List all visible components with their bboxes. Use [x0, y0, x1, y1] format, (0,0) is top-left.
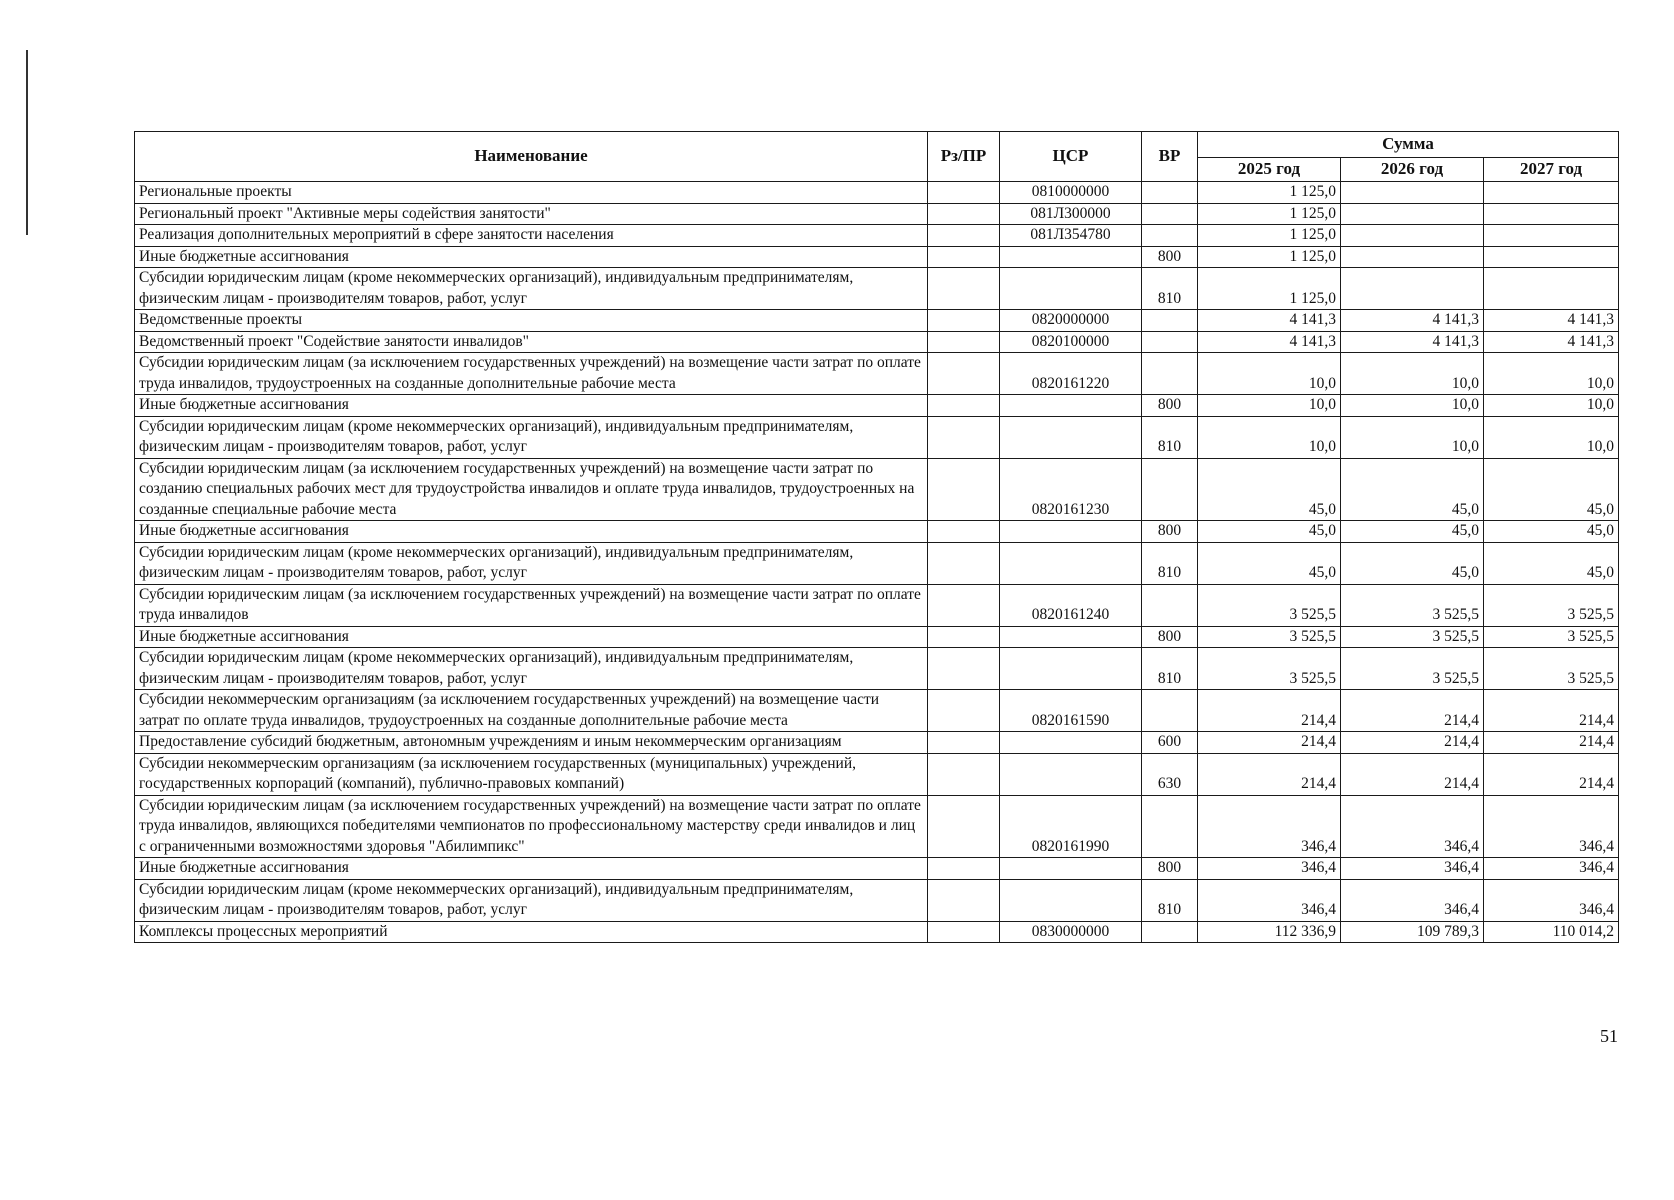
cell-2027 — [1484, 182, 1619, 204]
cell-2026 — [1341, 182, 1484, 204]
cell-2026: 214,4 — [1341, 732, 1484, 754]
cell-2027: 45,0 — [1484, 542, 1619, 584]
cell-vr: 600 — [1142, 732, 1198, 754]
header-sum: Сумма — [1198, 132, 1619, 158]
cell-2025: 45,0 — [1198, 521, 1341, 543]
cell-rzpr — [928, 268, 1000, 310]
table-row — [135, 690, 1619, 732]
cell-name: Субсидии юридическим лицам (кроме некоммерческих организаций), индивидуальным предпринимателям, физическим лицам - производителям товаров, работ, услуг — [135, 879, 928, 921]
cell-rzpr — [928, 182, 1000, 204]
cell-2026: 214,4 — [1341, 753, 1484, 795]
cell-2027: 346,4 — [1484, 795, 1619, 858]
cell-2026: 3 525,5 — [1341, 648, 1484, 690]
cell-2027: 4 141,3 — [1484, 310, 1619, 332]
cell-2026: 4 141,3 — [1341, 331, 1484, 353]
table-row — [135, 246, 1619, 268]
cell-2026: 346,4 — [1341, 858, 1484, 880]
table-row — [135, 584, 1619, 626]
cell-2025: 3 525,5 — [1198, 584, 1341, 626]
cell-rzpr — [928, 458, 1000, 521]
cell-2025: 346,4 — [1198, 858, 1341, 880]
cell-rzpr — [928, 921, 1000, 943]
table-body — [135, 182, 1619, 943]
cell-name: Иные бюджетные ассигнования — [135, 626, 928, 648]
cell-rzpr — [928, 648, 1000, 690]
cell-vr: 810 — [1142, 879, 1198, 921]
cell-2026: 3 525,5 — [1341, 626, 1484, 648]
cell-2026 — [1341, 203, 1484, 225]
table-row — [135, 225, 1619, 247]
table-row — [135, 795, 1619, 858]
cell-rzpr — [928, 353, 1000, 395]
cell-csr — [1000, 858, 1142, 880]
cell-2027: 3 525,5 — [1484, 648, 1619, 690]
cell-2026: 4 141,3 — [1341, 310, 1484, 332]
cell-vr — [1142, 225, 1198, 247]
cell-name: Иные бюджетные ассигнования — [135, 858, 928, 880]
cell-csr: 0820100000 — [1000, 331, 1142, 353]
table-row — [135, 331, 1619, 353]
cell-2025: 1 125,0 — [1198, 246, 1341, 268]
cell-2026: 10,0 — [1341, 353, 1484, 395]
header-rzpr: Рз/ПР — [928, 132, 1000, 182]
cell-csr: 081Л300000 — [1000, 203, 1142, 225]
cell-2025: 3 525,5 — [1198, 626, 1341, 648]
cell-vr — [1142, 584, 1198, 626]
cell-rzpr — [928, 542, 1000, 584]
table-row — [135, 268, 1619, 310]
cell-name: Субсидии юридическим лицам (за исключением государственных учреждений) на возмещение части затрат по оплате труда инвалидов — [135, 584, 928, 626]
table-row — [135, 542, 1619, 584]
header-vr: ВР — [1142, 132, 1198, 182]
margin-line — [26, 50, 28, 235]
cell-2027: 346,4 — [1484, 858, 1619, 880]
cell-vr: 800 — [1142, 521, 1198, 543]
cell-name: Субсидии некоммерческим организациям (за исключением государственных (муниципальных) учреждений, государственных корпораций (компаний), публично-правовых компаний) — [135, 753, 928, 795]
cell-csr: 0820161990 — [1000, 795, 1142, 858]
cell-csr — [1000, 879, 1142, 921]
cell-2025: 10,0 — [1198, 353, 1341, 395]
cell-rzpr — [928, 225, 1000, 247]
cell-name: Субсидии юридическим лицам (кроме некоммерческих организаций), индивидуальным предпринимателям, физическим лицам - производителям товаров, работ, услуг — [135, 268, 928, 310]
cell-csr: 0820161230 — [1000, 458, 1142, 521]
table-row — [135, 648, 1619, 690]
cell-name: Субсидии юридическим лицам (кроме некоммерческих организаций), индивидуальным предпринимателям, физическим лицам - производителям товаров, работ, услуг — [135, 416, 928, 458]
cell-2025: 112 336,9 — [1198, 921, 1341, 943]
cell-rzpr — [928, 879, 1000, 921]
cell-vr — [1142, 795, 1198, 858]
cell-vr: 810 — [1142, 416, 1198, 458]
cell-rzpr — [928, 732, 1000, 754]
cell-rzpr — [928, 203, 1000, 225]
cell-vr — [1142, 310, 1198, 332]
cell-rzpr — [928, 416, 1000, 458]
cell-2025: 1 125,0 — [1198, 182, 1341, 204]
table-row — [135, 921, 1619, 943]
cell-name: Предоставление субсидий бюджетным, автономным учреждениям и иным некоммерческим организациям — [135, 732, 928, 754]
cell-2025: 214,4 — [1198, 753, 1341, 795]
cell-name: Субсидии юридическим лицам (за исключением государственных учреждений) на возмещение части затрат по созданию специальных рабочих мест для трудоустройства инвалидов и оплате труда инвалидов, трудоустроенных на созданные специальные рабочие места — [135, 458, 928, 521]
cell-csr — [1000, 753, 1142, 795]
table-row — [135, 753, 1619, 795]
cell-2025: 1 125,0 — [1198, 225, 1341, 247]
cell-2027 — [1484, 203, 1619, 225]
cell-vr: 630 — [1142, 753, 1198, 795]
table-row — [135, 732, 1619, 754]
page-number: 51 — [1600, 1026, 1618, 1046]
cell-2027: 4 141,3 — [1484, 331, 1619, 353]
cell-2026: 45,0 — [1341, 458, 1484, 521]
cell-2025: 346,4 — [1198, 879, 1341, 921]
cell-2026 — [1341, 246, 1484, 268]
cell-csr — [1000, 521, 1142, 543]
cell-2026: 346,4 — [1341, 795, 1484, 858]
cell-2027: 45,0 — [1484, 521, 1619, 543]
cell-2027: 10,0 — [1484, 416, 1619, 458]
cell-2026 — [1341, 268, 1484, 310]
cell-rzpr — [928, 858, 1000, 880]
cell-2025: 3 525,5 — [1198, 648, 1341, 690]
cell-name: Субсидии юридическим лицам (кроме некоммерческих организаций), индивидуальным предпринимателям, физическим лицам - производителям товаров, работ, услуг — [135, 648, 928, 690]
cell-2027: 3 525,5 — [1484, 626, 1619, 648]
cell-2027: 214,4 — [1484, 753, 1619, 795]
table-row — [135, 182, 1619, 204]
cell-2027: 214,4 — [1484, 732, 1619, 754]
cell-name: Ведомственные проекты — [135, 310, 928, 332]
cell-2026: 3 525,5 — [1341, 584, 1484, 626]
cell-2025: 1 125,0 — [1198, 203, 1341, 225]
cell-csr — [1000, 416, 1142, 458]
cell-vr: 810 — [1142, 268, 1198, 310]
cell-csr — [1000, 626, 1142, 648]
cell-2025: 214,4 — [1198, 690, 1341, 732]
table-row — [135, 310, 1619, 332]
cell-rzpr — [928, 331, 1000, 353]
cell-vr — [1142, 331, 1198, 353]
cell-name: Субсидии юридическим лицам (кроме некоммерческих организаций), индивидуальным предпринимателям, физическим лицам - производителям товаров, работ, услуг — [135, 542, 928, 584]
cell-2025: 4 141,3 — [1198, 310, 1341, 332]
cell-vr — [1142, 690, 1198, 732]
cell-2027 — [1484, 246, 1619, 268]
cell-vr: 810 — [1142, 648, 1198, 690]
cell-csr: 0820161240 — [1000, 584, 1142, 626]
header-2026: 2026 год — [1341, 158, 1484, 182]
cell-rzpr — [928, 690, 1000, 732]
cell-2025: 1 125,0 — [1198, 268, 1341, 310]
cell-rzpr — [928, 395, 1000, 417]
cell-rzpr — [928, 246, 1000, 268]
cell-name: Иные бюджетные ассигнования — [135, 521, 928, 543]
cell-csr: 0820000000 — [1000, 310, 1142, 332]
cell-2025: 45,0 — [1198, 542, 1341, 584]
cell-csr — [1000, 732, 1142, 754]
cell-2025: 10,0 — [1198, 416, 1341, 458]
cell-rzpr — [928, 795, 1000, 858]
table-row — [135, 395, 1619, 417]
cell-csr — [1000, 542, 1142, 584]
cell-name: Иные бюджетные ассигнования — [135, 246, 928, 268]
cell-2025: 10,0 — [1198, 395, 1341, 417]
cell-2025: 346,4 — [1198, 795, 1341, 858]
cell-2027: 110 014,2 — [1484, 921, 1619, 943]
cell-csr — [1000, 268, 1142, 310]
table-row — [135, 203, 1619, 225]
table-row — [135, 521, 1619, 543]
cell-name: Региональные проекты — [135, 182, 928, 204]
cell-vr: 810 — [1142, 542, 1198, 584]
cell-2025: 4 141,3 — [1198, 331, 1341, 353]
cell-vr — [1142, 203, 1198, 225]
cell-vr — [1142, 458, 1198, 521]
cell-2025: 214,4 — [1198, 732, 1341, 754]
cell-2026: 45,0 — [1341, 521, 1484, 543]
budget-table — [134, 131, 1619, 943]
header-2025: 2025 год — [1198, 158, 1341, 182]
cell-2026 — [1341, 225, 1484, 247]
cell-2027: 10,0 — [1484, 353, 1619, 395]
cell-rzpr — [928, 584, 1000, 626]
cell-2027: 346,4 — [1484, 879, 1619, 921]
cell-csr — [1000, 246, 1142, 268]
table-row — [135, 858, 1619, 880]
cell-2026: 346,4 — [1341, 879, 1484, 921]
cell-vr: 800 — [1142, 626, 1198, 648]
cell-csr — [1000, 648, 1142, 690]
cell-rzpr — [928, 521, 1000, 543]
cell-2027: 214,4 — [1484, 690, 1619, 732]
cell-rzpr — [928, 626, 1000, 648]
cell-csr: 0830000000 — [1000, 921, 1142, 943]
header-name: Наименование — [135, 132, 928, 182]
cell-name: Субсидии юридическим лицам (за исключением государственных учреждений) на возмещение части затрат по оплате труда инвалидов, являющихся победителями чемпионатов по профессиональному мастерству среди инвалидов и лиц с ограниченными возможностями здоровья "Абилимпикс" — [135, 795, 928, 858]
cell-name: Ведомственный проект "Содействие занятости инвалидов" — [135, 331, 928, 353]
table-row — [135, 416, 1619, 458]
cell-vr — [1142, 353, 1198, 395]
cell-name: Субсидии некоммерческим организациям (за исключением государственных учреждений) на возмещение части затрат по оплате труда инвалидов, трудоустроенных на созданные дополнительные рабочие места — [135, 690, 928, 732]
cell-2026: 109 789,3 — [1341, 921, 1484, 943]
cell-csr: 0820161590 — [1000, 690, 1142, 732]
cell-name: Субсидии юридическим лицам (за исключением государственных учреждений) на возмещение части затрат по оплате труда инвалидов, трудоустроенных на созданные дополнительные рабочие места — [135, 353, 928, 395]
table-row — [135, 879, 1619, 921]
cell-vr — [1142, 182, 1198, 204]
cell-csr: 081Л354780 — [1000, 225, 1142, 247]
cell-vr: 800 — [1142, 246, 1198, 268]
cell-name: Комплексы процессных мероприятий — [135, 921, 928, 943]
cell-2026: 10,0 — [1341, 416, 1484, 458]
table-row — [135, 353, 1619, 395]
header-2027: 2027 год — [1484, 158, 1619, 182]
cell-rzpr — [928, 753, 1000, 795]
header-csr: ЦСР — [1000, 132, 1142, 182]
cell-2027 — [1484, 268, 1619, 310]
cell-name: Региональный проект "Активные меры содействия занятости" — [135, 203, 928, 225]
cell-vr: 800 — [1142, 858, 1198, 880]
table-row — [135, 458, 1619, 521]
cell-csr — [1000, 395, 1142, 417]
cell-2027 — [1484, 225, 1619, 247]
cell-rzpr — [928, 310, 1000, 332]
cell-2027: 45,0 — [1484, 458, 1619, 521]
table-row — [135, 626, 1619, 648]
cell-2026: 45,0 — [1341, 542, 1484, 584]
cell-2026: 214,4 — [1341, 690, 1484, 732]
cell-2025: 45,0 — [1198, 458, 1341, 521]
cell-csr: 0820161220 — [1000, 353, 1142, 395]
cell-2027: 3 525,5 — [1484, 584, 1619, 626]
cell-2027: 10,0 — [1484, 395, 1619, 417]
cell-name: Иные бюджетные ассигнования — [135, 395, 928, 417]
cell-csr: 0810000000 — [1000, 182, 1142, 204]
cell-name: Реализация дополнительных мероприятий в сфере занятости населения — [135, 225, 928, 247]
document-sheet — [134, 131, 1619, 943]
cell-vr: 800 — [1142, 395, 1198, 417]
cell-2026: 10,0 — [1341, 395, 1484, 417]
cell-vr — [1142, 921, 1198, 943]
